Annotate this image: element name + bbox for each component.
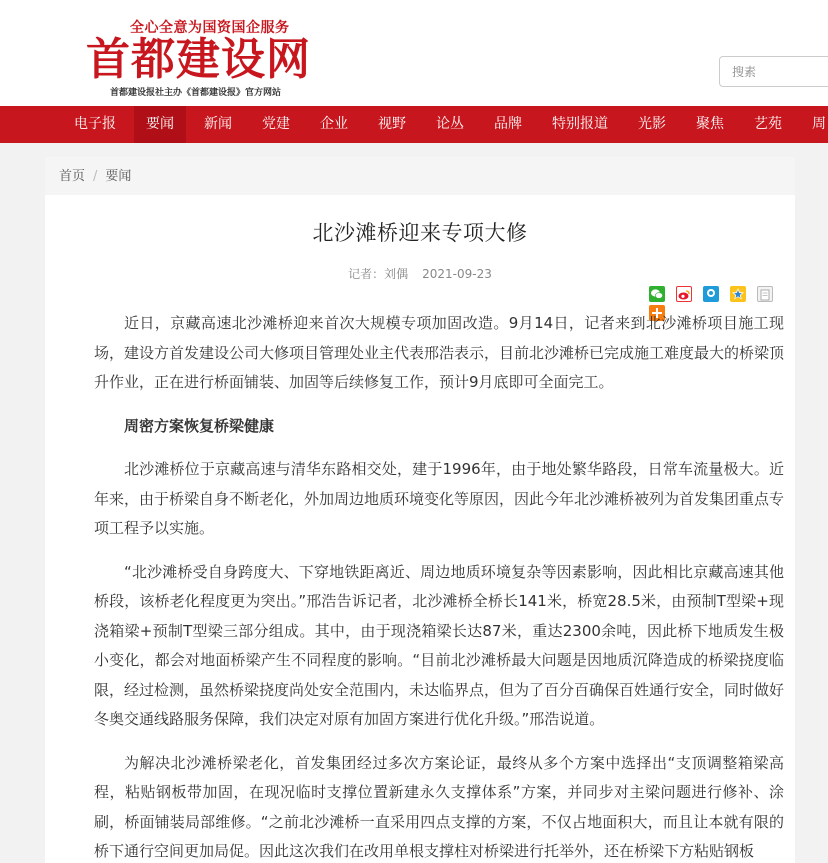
qq-icon[interactable] — [703, 286, 719, 302]
nav-item-photo[interactable]: 光影 — [638, 116, 666, 132]
article-paragraph: 为解决北沙滩桥梁老化，首发集团经过多次方案论证，最终从多个方案中选择出“支顶调整箱梁高程，粘贴钢板带加固，在现况临时支撑位置新建永久支撑体系”方案，并同步对主梁问题进行修补、涂刷，桥面铺装局部维修。“之前北沙滩桥一直采用四点支撑的方案，不仅占地面积大，而且让本就有限的桥下通行空间更加局促。因此这次我们在改用单根支撑柱对桥梁进行托举外，还在桥梁下方粘贴钢板 — [94, 753, 784, 860]
breadcrumb — [45, 157, 795, 195]
search-input[interactable] — [719, 56, 828, 87]
article-paragraph: 近日，京藏高速北沙滩桥迎来首次大规模专项加固改造。9月14日，记者来到北沙滩桥项目施工现场，建设方首发建设公司大修项目管理处业主代表邢浩表示，目前北沙滩桥已完成施工难度最大的桥梁顶升作业，正在进行桥面铺装、加固等后续修复工作，预计9月底即可全面完工。 — [94, 314, 785, 391]
note-icon[interactable] — [757, 286, 773, 302]
nav-item-news[interactable]: 新闻 — [204, 116, 232, 132]
nav-item-focus[interactable]: 聚焦 — [696, 116, 724, 132]
wechat-icon[interactable] — [649, 286, 665, 302]
share-bar — [649, 286, 795, 302]
logo-subtitle: 首都建设报社主办《首都建设报》官方网站 — [110, 88, 282, 98]
article-title: 北沙滩桥迎来专项大修 — [312, 221, 528, 245]
breadcrumb-section[interactable]: 要闻 — [105, 169, 132, 184]
nav-item-arts[interactable]: 艺苑 — [754, 116, 782, 132]
nav-item-vision[interactable]: 视野 — [378, 116, 406, 132]
site-logo[interactable] — [86, 14, 336, 100]
nav-item-enterprise[interactable]: 企业 — [320, 116, 348, 132]
nav-item-brand[interactable]: 品牌 — [494, 116, 522, 132]
article-paragraph: “北沙滩桥受自身跨度大、下穿地铁距离近、周边地质环境复杂等因素影响，因此相比京藏高速其他桥段，该桥老化程度更为突出。”邢浩告诉记者，北沙滩桥全桥长141米，桥宽28.5米，由预制T型梁+现浇箱梁+预制T型梁三部分组成。其中，由于现浇箱梁长达87米，重达2300余吨，因此桥下地质发生极小变化，都会对地面桥梁产生不同程度的影响。“目前北沙滩桥最大问题是因地质沉降造成的桥梁挠度临限，经过检测，虽然桥梁挠度尚处安全范围内，未达临界点，但为了百分百确保百姓通行安全，同时做好冬奥交通线路服务保障，我们决定对原有加固方案进行优化升级。”邢浩说道。 — [94, 562, 785, 728]
site-header — [0, 0, 828, 106]
nav-item-forum[interactable]: 论丛 — [436, 116, 464, 132]
section-heading: 周密方案恢复桥梁健康 — [124, 416, 275, 435]
article-date: 2021-09-23 — [422, 267, 492, 281]
logo-brand: 首都建设网 — [86, 34, 311, 85]
main-nav — [0, 106, 828, 143]
article-container — [45, 157, 795, 863]
logo-slogan: 全心全意为国资国企服务 — [130, 20, 290, 36]
weibo-icon[interactable] — [676, 286, 692, 302]
article-paragraph: 北沙滩桥位于京藏高速与清华东路相交处，建于1996年，由于地处繁华路段，日常车流量极大。近年来，由于桥梁自身不断老化，外加周边地质环境变化等原因，因此今年北沙滩桥被列为首发集团重点专项工程予以实施。 — [94, 460, 785, 537]
qzone-icon[interactable] — [730, 286, 746, 302]
article-author: 记者：刘偶 — [348, 267, 409, 281]
nav-item-party[interactable]: 党建 — [262, 116, 290, 132]
nav-item-more[interactable]: 周 — [812, 116, 826, 132]
article-meta — [45, 265, 795, 282]
article-body — [94, 309, 784, 863]
nav-item-headlines[interactable]: 要闻 — [134, 106, 186, 143]
nav-item-epaper[interactable]: 电子报 — [74, 116, 116, 132]
nav-item-special[interactable]: 特别报道 — [552, 116, 608, 132]
breadcrumb-home[interactable]: 首页 — [59, 169, 86, 184]
breadcrumb-separator: / — [93, 169, 98, 184]
